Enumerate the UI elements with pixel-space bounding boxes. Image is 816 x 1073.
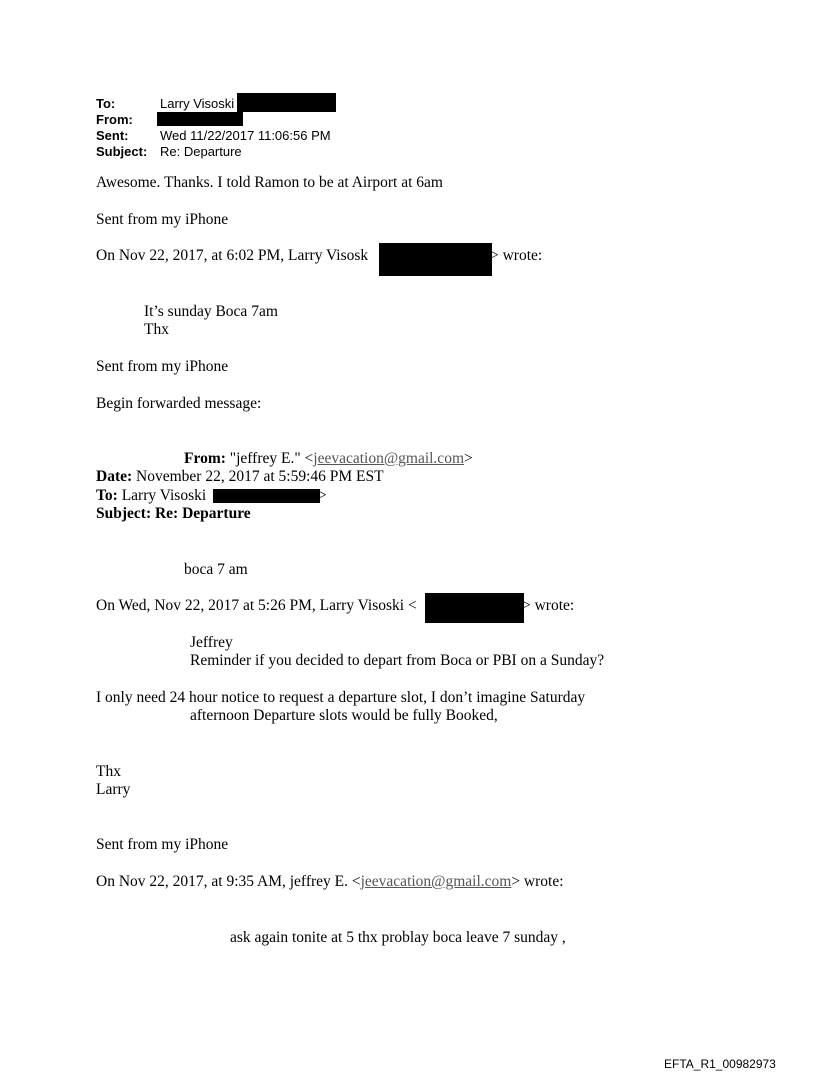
quote-body: ask again tonite at 5 thx problay boca leave 7 sunday , [230,929,566,946]
fwd-from-close: > [464,450,473,467]
signature-line: Sent from my iPhone [96,358,229,375]
quote-intro: On Nov 22, 2017, at 6:02 PM, Larry Visosk [96,247,369,264]
quote-line: It’s sunday Boca 7am [144,303,278,320]
fwd-to-line [96,487,206,505]
fwd-to-close: > [318,487,327,504]
redaction-box [379,243,492,276]
signature-line: Sent from my iPhone [96,211,229,228]
fwd-from-line [184,450,473,468]
subject-label: Subject: [96,144,148,159]
quote-thx: Thx [96,763,121,780]
quote-wrote: > wrote: [490,247,543,264]
sent-value: Wed 11/22/2017 11:06:56 PM [160,128,331,143]
fwd-date-label: Date: [96,468,133,485]
fwd-to-label: To: [96,487,118,504]
quote-line: Reminder if you decided to depart from Boca or PBI on a Sunday? [190,652,605,669]
from-label: From: [96,112,133,127]
signature-line: Sent from my iPhone [96,836,229,853]
fwd-date-line [96,468,384,486]
sent-label: Sent: [96,128,129,143]
fwd-subject: Subject: Re: Departure [96,505,251,522]
quote-line: Thx [144,321,169,338]
to-label: To: [96,96,116,111]
quote-wrote: > wrote: [511,873,564,890]
quote-intro: On Wed, Nov 22, 2017 at 5:26 PM, Larry Visoski < [96,597,417,614]
fwd-to-value: Larry Visoski [121,487,207,504]
quote-intro: On Nov 22, 2017, at 9:35 AM, jeffrey E. < [96,873,361,890]
quote-wrote: > wrote: [522,597,575,614]
quote-line: Jeffrey [190,634,233,651]
redaction-box [157,112,243,126]
forward-intro: Begin forwarded message: [96,395,262,412]
quote-line: afternoon Departure slots would be fully Booked, [190,707,498,724]
quote-email-link[interactable]: jeevacation@gmail.com [360,873,512,890]
quote-name: Larry [96,781,131,798]
redaction-box [237,93,336,112]
redaction-box [425,593,524,623]
to-value: Larry Visoski [160,96,235,111]
fwd-body: boca 7 am [184,561,248,578]
subject-value: Re: Departure [160,144,242,159]
redaction-box [213,489,320,503]
fwd-date-value: November 22, 2017 at 5:59:46 PM EST [136,468,384,485]
fwd-from-label: From: [184,450,226,467]
document-id: EFTA_R1_00982973 [664,1057,776,1071]
quote-intro-line [96,873,564,891]
fwd-from-email-link[interactable]: jeevacation@gmail.com [313,450,464,467]
quote-line: I only need 24 hour notice to request a departure slot, I don’t imagine Saturday [96,689,586,706]
fwd-from-name: "jeffrey E." < [229,450,314,467]
reply-text: Awesome. Thanks. I told Ramon to be at Airport at 6am [96,174,443,191]
